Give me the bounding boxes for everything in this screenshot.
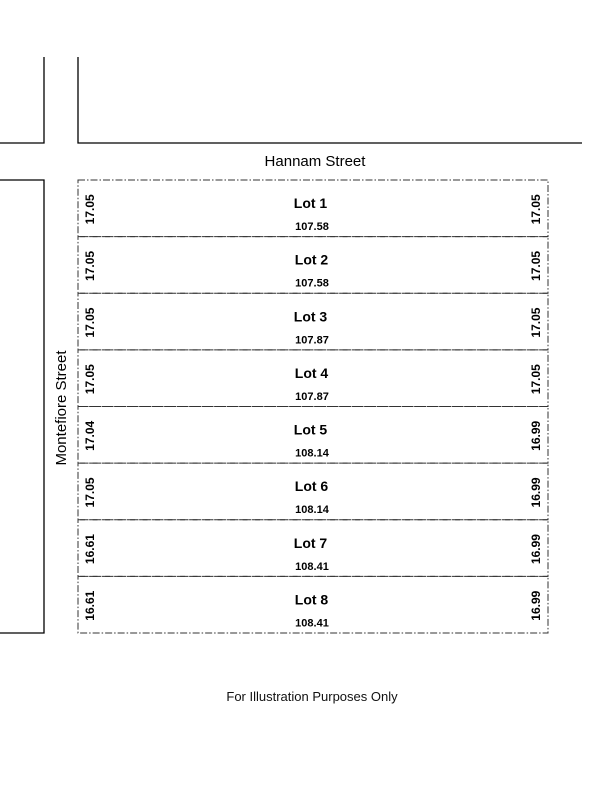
lot-parcel [78, 407, 548, 464]
lot-parcel [78, 520, 548, 577]
lot-depth: 107.58 [295, 221, 329, 233]
lot-frontage-left: 17.05 [83, 194, 97, 225]
lot-name: Lot 5 [293, 421, 328, 438]
street-label-montefiore: Montefiore Street [53, 350, 70, 466]
lot-frontage-left: 17.05 [83, 364, 97, 395]
disclaimer-note: For Illustration Purposes Only [226, 689, 398, 704]
lot-frontage-left: 17.05 [83, 477, 97, 508]
lot-name: Lot 1 [293, 195, 328, 211]
lot-frontage-left: 17.04 [83, 420, 97, 451]
lot-parcel [78, 237, 548, 294]
street-label-hannam: Hannam Street [264, 153, 366, 170]
lot-parcel [78, 463, 548, 520]
lot-name: Lot 8 [294, 591, 329, 608]
block-outline-west [0, 180, 44, 633]
lot-frontage-right: 17.05 [529, 364, 543, 395]
lot-frontage-right: 16.99 [529, 590, 543, 621]
block-outline-northeast [78, 57, 582, 143]
lot-name: Lot 6 [294, 478, 329, 495]
lot-name: Lot 7 [293, 534, 328, 551]
lot-depth: 108.41 [295, 560, 329, 573]
lot-depth: 107.87 [295, 390, 329, 403]
lot-name: Lot 2 [294, 251, 329, 268]
lot-frontage-left: 16.61 [83, 534, 97, 565]
lot-parcels [78, 180, 548, 633]
lot-parcel [78, 350, 548, 407]
lot-depth: 108.14 [295, 447, 329, 460]
lot-frontage-left: 17.05 [83, 307, 97, 338]
lot-frontage-right: 17.05 [529, 194, 543, 225]
lot-parcel [78, 576, 548, 633]
lot-name: Lot 3 [293, 308, 328, 325]
lot-frontage-right: 16.99 [529, 477, 543, 508]
lot-frontage-right: 17.05 [529, 250, 543, 281]
block-outline-northwest [0, 57, 44, 143]
lot-frontage-left: 16.61 [83, 590, 97, 621]
lot-parcel [78, 180, 548, 237]
lot-depth: 107.87 [295, 334, 329, 347]
lot-frontage-right: 16.99 [529, 420, 543, 451]
lot-depth: 107.58 [295, 277, 329, 290]
lot-frontage-right: 16.99 [529, 534, 543, 565]
lot-name: Lot 4 [294, 364, 329, 381]
lot-frontage-left: 17.05 [83, 250, 97, 281]
lot-parcel [78, 293, 548, 350]
lot-depth: 108.14 [295, 504, 329, 517]
lot-frontage-right: 17.05 [529, 307, 543, 338]
lot-depth: 108.41 [295, 617, 329, 630]
